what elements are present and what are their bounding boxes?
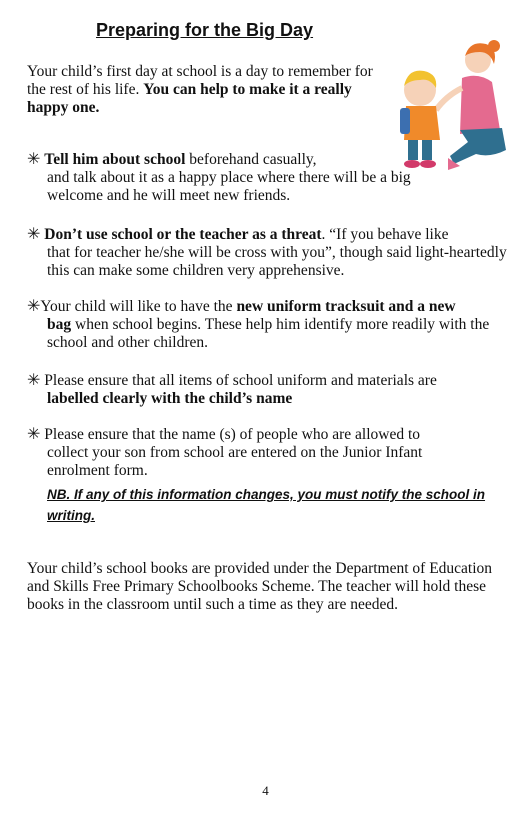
bullet-1-rest: and talk about it as a happy place where there will be a big welcome and he will meet new friends. (47, 169, 411, 204)
bullet-mark: ✳ (27, 426, 41, 443)
bullet-collect (27, 426, 487, 480)
intro-bold: You can help to make it a really happy one. (27, 81, 352, 116)
bullet-uniform (27, 298, 507, 352)
intro-text: Your child’s first day at school is a day to remember for the rest of his life. (27, 63, 373, 98)
closing-paragraph: Your child’s school books are provided under the Department of Education and Skills Free Primary Schoolbooks Scheme. The teacher will hold these books in the classroom until such a time as they are needed. (27, 560, 493, 613)
bullet-4-bold: labelled clearly with the child’s name (47, 390, 293, 407)
bullet-3-rest: when school begins. These help him identify more readily with the school and other children. (47, 316, 490, 351)
nb-note: NB. If any of this information changes, you must notify the school in writing. (47, 487, 486, 523)
bullet-5-pre: Please ensure that the name (s) of people who are allowed to (40, 426, 421, 443)
bullet-2-rest: that for teacher he/she will be cross with you”, though said light-heartedly this can make some children very apprehensive. (47, 244, 507, 279)
bullet-tell-him (27, 151, 417, 205)
page-number: 4 (262, 783, 269, 798)
bullet-no-threat (27, 226, 507, 280)
bullet-3-cont (27, 316, 507, 352)
bullet-mark: ✳ (27, 226, 41, 243)
bullet-labelled (27, 372, 497, 408)
bullet-1-bold: Tell him about school (44, 151, 186, 168)
bullet-2-bold: Don’t use school or the teacher as a threat (44, 226, 322, 243)
bullet-3-bold1: new uniform tracksuit and a new (236, 298, 456, 315)
intro-paragraph (27, 63, 392, 117)
bullet-3-pre: Your child will like to have the (40, 298, 237, 315)
bullet-mark: ✳ (27, 372, 41, 389)
bullet-3-bold2: bag (47, 316, 72, 333)
bullet-5-rest: collect your son from school are entered on the Junior Infant enrolment form. (47, 444, 423, 479)
page-title: Preparing for the Big Day (96, 20, 314, 40)
bullet-2-line1: . “If you behave like (321, 226, 449, 243)
bullet-mark: ✳ (27, 151, 41, 168)
bullet-4-pre: Please ensure that all items of school uniform and materials are (40, 372, 437, 389)
bullet-mark: ✳ (27, 298, 41, 315)
bullet-1-line1: beforehand casually, (185, 151, 317, 168)
